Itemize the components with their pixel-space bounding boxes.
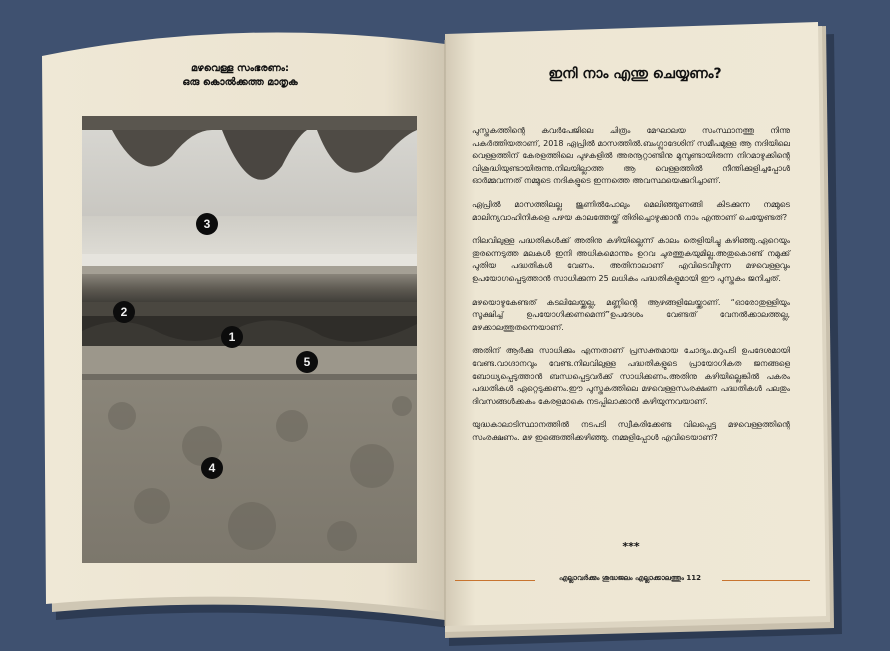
marker-2: 2	[113, 301, 135, 323]
footer-rule-left	[455, 580, 535, 581]
marker-4: 4	[201, 457, 223, 479]
paragraph-2: ഏപ്രിൽ മാസത്തിലല്ല ജൂണിൽപോലും മെലിഞ്ഞുണങ്ങി കിടക്കുന്ന നമ്മുടെ മാലിന്യവാഹിനികളെ പഴയ കാലത്തേയ്ക്ക് തിരിച്ചൊഴുക്കാൻ നാം എന്താണ് ചെയ്യേണ്ടത്?	[472, 199, 790, 222]
marker-5: 5	[296, 351, 318, 373]
section-separator: ***	[622, 540, 640, 553]
paragraph-5: അതിന് ആർക്കു സാധിക്കും എന്നതാണ് പ്രസക്തമായ ചോദ്യം.മറുപടി ഉപദേശമായി വേണ്ട.വാഗ്ദാനവും വേണ്ട.നിലവിലുള്ള പദ്ധതികളുടെ പ്രായോഗികത ജനങ്ങളെ ബോധ്യപ്പെടുത്താൻ ബന്ധപ്പെട്ടവർക്ക് സാധിക്കണം.അതിനു കഴിയില്ലെങ്കിൽ പകരം പദ്ധതികൾ ഏറ്റെടുക്കണം.ഈ പുസ്തകത്തിലെ മഴവെള്ളസംരക്ഷണ പദ്ധതികൾ പലതും ദിവസങ്ങൾക്കകം കേരളമാകെ നടപ്പിലാക്കാൻ കഴിയുന്നവയാണ്.	[472, 346, 790, 406]
left-page-title	[110, 62, 370, 90]
paragraph-6: യുദ്ധകാലാടിസ്ഥാനത്തിൽ നടപടി സ്വീകരിക്കേണ്ട വിലപ്പെട്ട മഴവെള്ളത്തിന്റെ സംരക്ഷണം. മഴ ഇങ്ങെത്തിക്കഴിഞ്ഞു. നമ്മളിപ്പോൾ എവിടെയാണ്?	[472, 420, 790, 442]
photo-image	[82, 116, 417, 563]
paragraph-3: നിലവിലുള്ള പദ്ധതികൾക്ക് അതിനു കഴിയില്ലെന്ന് കാലം തെളിയിച്ചു കഴിഞ്ഞു.ഏറെയും തുരന്നെടുത്ത മലകൾ ഇനി അധികമൊന്നും ഉറവ ചുരത്തുകയുമില്ല.അതുകൊണ്ട് നമുക്ക് പുതിയ പദ്ധതികൾ വേണം. അതിനാലാണ് എവിടെവീഴുന്ന മഴവെള്ളവും ഉപയോഗപ്പെടുത്താൻ സാധിക്കുന്ന 25 ലധികം പദ്ധതികളുമായി ഈ പുസ്തകം ജനിച്ചത്.	[472, 236, 790, 283]
article-body	[472, 125, 790, 455]
left-title-line-1: മഴവെള്ള സംഭരണം:	[191, 63, 289, 74]
footer-rule-right	[722, 580, 810, 581]
rainwater-diagram-photo	[82, 116, 417, 563]
page-heading: ഇനി നാം എന്തു ചെയ്യണം?	[548, 66, 722, 82]
page-footer: എല്ലാവർക്കും ശുദ്ധജലം എല്ലാക്കാലത്തും 112	[559, 574, 701, 582]
paragraph-4: മഴയൊഴുകേണ്ടത് കടലിലേയ്ക്കല്ല, മണ്ണിന്റെ ആഴങ്ങളിലേയ്ക്കാണ്. “ഓരോതുള്ളിയും സൂക്ഷിച്ച് ഉപയോഗിക്കണമെന്ന്”ഉപദേശം വേണ്ടത് വേനൽക്കാലത്തല്ല, മഴക്കാലത്തുതന്നെയാണ്.	[472, 297, 790, 332]
paragraph-1: പുസ്തകത്തിന്റെ കവർപേജിലെ ചിത്രം മേഘാലയ സംസ്ഥാനത്തു നിന്നു പകർത്തിയതാണ്, 2018 ഏപ്രിൽ മാസത്തിൽ.ബംഗ്ലാദേശിന് സമീപമുള്ള ആ നദിയിലെ വെള്ളത്തിന് കേരളത്തിലെ പുഴകളിൽ അരനൂറ്റാണ്ടിനു മുമ്പുണ്ടായിരുന്ന നിറമാഴുക്കിന്റെ വിശുദ്ധിയുണ്ടായിരുന്നു.നിലയില്ലാത്ത ആ വെള്ളത്തിൽ നീന്തിക്കുളിച്ചപ്പോൾ ഓർമ്മവന്നത് നമ്മുടെ നദികളുടെ ഇന്നത്തെ അവസ്ഥയെക്കുറിച്ചാണ്.	[472, 126, 790, 186]
marker-1: 1	[221, 326, 243, 348]
left-title-line-2: ഒരു കൊൽക്കത്ത മാതൃക	[182, 77, 298, 88]
marker-3: 3	[196, 213, 218, 235]
